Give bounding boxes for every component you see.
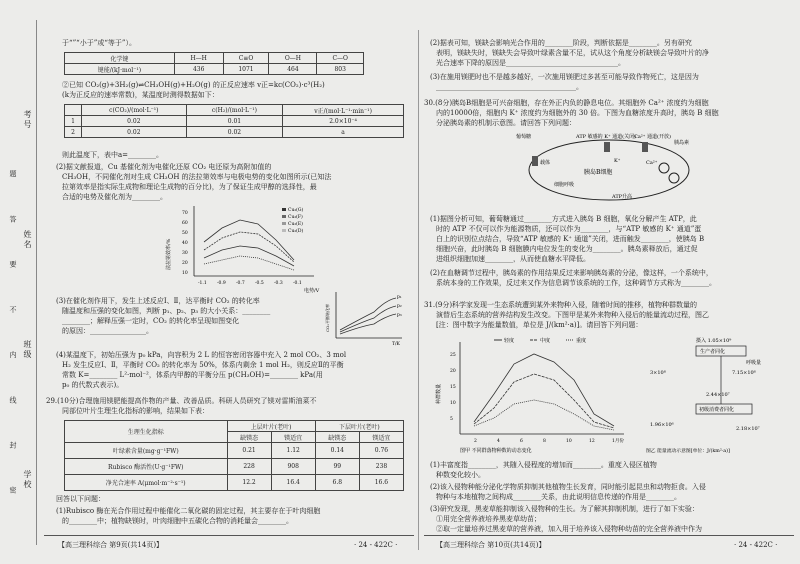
bond-row-label: 键能/(kJ·mol⁻¹) [65,64,175,75]
mg-cell: 0.14 [315,443,359,459]
fig1-ytick: 40 [182,241,188,246]
fig1-xtick: -0.7 [236,281,245,286]
fig1-xtick: -0.1 [293,281,302,286]
q2b-line2: CH₃OH，不同催化剂对生成 CH₃OH 的法拉第效率与电极电势的变化如图所示(已知法 [62,173,332,181]
rate-cell: 0.01 [186,116,282,127]
rate-cell: 0.02 [82,116,187,127]
q2-line1: ②已知 CO₂(g)+3H₂(g)⇌CH₃OH(g)+H₂O(g) 的正反应速率 v正=kc(CO₂)·c³(H₂) [62,81,325,89]
figyi-val4: 1.96×10⁶ [650,422,674,428]
mg-cell: 12.2 [227,475,271,491]
legend-medium: 中度 [540,338,551,344]
figjia-caption: 图甲 不同群落物种数的动态变化 [460,448,532,454]
figjia-ylabel: 种群数量 [436,383,442,404]
energy-flow-diagram [646,334,788,456]
xingming-label: 姓名 [23,230,32,250]
diagram-glut: 载体 [540,160,551,166]
footer-left: 【高三理科综合 第10页(共14页)】 [436,541,546,549]
q29-answer-head: 回答以下问题： [56,495,105,503]
mg-cell: 叶绿素含量(mg·g⁻¹FW) [65,443,228,459]
figjia-ytick: 10 [450,401,456,406]
figjia-xtick: 1月份 [612,439,624,444]
fig1-ytick: 10 [182,271,188,276]
series-medium [474,374,614,428]
mg-cell: Rubisco 酶活性(U·g⁻¹FW) [65,459,228,475]
fig1-ytick: 20 [182,261,188,266]
figjia-xtick: 8 [543,439,546,444]
mg-table [64,420,404,491]
q30-1-line4: 细胞兴奋，此时胰岛 B 细胞膜内电位发生的变化为________。胰岛素释放后，通过促 [436,245,698,253]
p2-q2-line3: 光合速率下降的原因是________________________________。 [436,59,625,67]
fig1-xlabel: 电势/V [304,288,320,294]
rate-cell: 0.02 [82,127,187,138]
figyi-top: 摄入 1.05×10⁹ [696,338,732,344]
bond-header-2: C≡O [223,53,269,64]
insulin-vesicle [659,163,669,173]
footer-right: · 24 - 422C · [734,541,778,549]
figyi-val3: 2.44×10⁷ [706,392,730,398]
mg-cell: 1.12 [271,443,315,459]
rate-header-2: c(H₂)/(mol·L⁻¹) [186,105,282,116]
fig1-ytick: 30 [182,251,188,256]
figyi-box2: 初级消费者同化 [699,407,735,413]
figyi-val5: 2.18×10⁷ [736,426,760,432]
p2-q3-line2: ________________________________________。 [436,83,583,91]
q3-line2: 随温度和压强的变化如图，判断 p₁、p₂、p₃ 的大小关系：________ [62,307,271,315]
mg-cell: 6.8 [315,475,359,491]
page-10 [424,0,796,564]
mg-subhead: 缺镁态 [315,432,359,443]
rate-cell: 2.0×10⁻⁴ [283,116,404,127]
bond-header-3: O—H [269,53,317,64]
q31-3-line2: ①用完全营养液培养黑麦草幼苗； [436,515,541,523]
q31-1-line2: 种数变化较小。 [436,471,485,479]
figyi-box1: 生产者同化 [700,349,726,355]
fig1-ytick: 70 [182,211,188,216]
figjia-ytick: 5 [450,417,453,422]
diagram-ion-k: K⁺ [614,158,621,164]
q3-line1: (3)在催化剂作用下，发生上述反应Ⅰ、Ⅱ，达平衡时 CO₂ 的转化率 [56,297,260,305]
footer-left: 【高三理科综合 第9页(共14页)】 [58,541,164,549]
series-cu-e [204,246,294,266]
q2-answer: 则此温度下，表中a=________。 [62,151,164,159]
q2b-line1: (2)据文献报道，Cu 基催化剂为电催化还原 CO₂ 电还原为高附加值的 [56,163,272,171]
rate-header-1: c(CO₂)/(mol·L⁻¹) [82,105,187,116]
diagram-atp-k: ATP 敏感的 K⁺ 通道(关闭) [576,134,637,140]
q31-line2: 演替后生态系统的营养结构发生改变。下图甲是某外来物种入侵后的能量流动过程，图乙 [436,311,709,319]
fig1-xtick: -0.9 [217,281,226,286]
faraday-efficiency-chart [164,202,344,294]
rate-cell: a [283,127,404,138]
rate-cell: 2 [65,127,82,138]
q4-line4: p₀ 的代数式表示)。 [62,381,124,389]
fig2-xlabel: T/K [392,342,400,347]
rate-header-0 [65,105,82,116]
q31-2-line2: 物种与本地植物之间构成________关系，由此说明信息传递的作用是________。 [436,493,681,501]
bond-value: 464 [269,64,317,75]
xuexiao-label: 学校 [23,470,32,490]
diagram-ca-chan: Ca²⁺ 通道(开放) [634,134,671,140]
mg-cell: 0.21 [227,443,271,459]
diagram-insulin: 胰岛素 [674,140,690,146]
q30-1-line1: (1)据图分析可知，葡萄糖通过________方式进入胰岛 B 细胞，氧化分解产生 ATP，此 [430,215,697,223]
rate-cell: 1 [65,116,82,127]
q30-line1: 30.(8分)胰岛B细胞是可兴奋细胞，存在外正内负的静息电位。其细胞外 Ca²⁺ 浓度约为细胞 [424,99,709,107]
mg-cell: 16.4 [271,475,315,491]
q2b-line4: 合适的电势及催化剂为________。 [62,193,167,201]
q30-1-line2: 时的 ATP 不仅可以作为能源物质，还可以作为________，与“ATP 敏感的 K⁺ 通道”蛋 [436,225,702,233]
mg-cell: 238 [359,459,403,475]
figjia-ytick: 25 [450,353,456,358]
seal-line-warning: 题 答 要 不 内 线 封 密 [9,170,17,512]
legend-cu-g: Cu₂(G) [288,208,304,213]
fig1-xtick: -0.3 [274,281,283,286]
mg-cell: 净光合速率 A(μmol·m⁻²·s⁻¹) [65,475,228,491]
bond-header-0: 化学键 [65,53,175,64]
banji-label: 班级 [23,340,32,360]
species-dynamics-chart [434,334,634,456]
rate-table [64,104,404,138]
rate-header-3: v正/(mol·L⁻¹·min⁻¹) [283,105,404,116]
rate-cell: 0.02 [186,127,282,138]
kaohao-label: 考号 [23,110,32,130]
mg-group1: 上层叶片(老叶) [227,421,315,432]
q30-line2: 内的10000倍，细胞内 K⁺ 浓度约为细胞外的 30 倍。下图为血糖浓度升高时，胰岛 B 细胞 [436,109,719,117]
legend-cu-d: Cu₂(D) [288,229,304,234]
fig2-ylabel: CO₂平衡转化率 [325,304,330,332]
q30-1-line3: 白上的识别位点结合，导致“ATP 敏感的 K⁺ 通道”关闭，进而触发________，使胰岛 B [436,235,705,243]
seal-line [36,20,37,545]
fig2-label-p2: p₂ [397,304,402,309]
p2-q2-line1: (2)据表可知，镁缺会影响光合作用的________阶段，判断依据是________。另有研究 [430,39,692,47]
legend-heavy: 重度 [576,338,587,344]
fig1-xtick: -0.5 [255,281,264,286]
q29-line2: 同部位叶片生理生化指标的影响，结果如下表： [62,407,209,415]
figjia-xtick: 12 [589,439,595,444]
q30-1-line5: 进组织细胞加速________，从而使血糖水平降低。 [436,255,590,263]
legend-cu-e: Cu₂(E) [288,222,303,227]
footer-right: · 24 - 422C · [354,541,398,549]
bond-energy-table [64,52,364,75]
q30-line3: 分泌胰岛素的机制示意图。请回答下列问题： [436,119,576,127]
series-cu-g [204,220,294,260]
q2-line2: (k为正反应的速率常数)，某温度时测得数据如下： [62,91,219,99]
q31-3-line3: ②取一定量培养过黑麦草的营养液，加入用于培养该入侵物种幼苗的完全营养液中作为 [436,525,702,533]
q3-line3: ________；解释压强一定时，CO₂ 的转化率呈现如图变化 [62,317,240,325]
mg-cell: 228 [227,459,271,475]
diagram-oxid: 细胞呼吸 [554,182,575,188]
insulin-vesicle [669,173,679,183]
fig1-ytick: 60 [182,221,188,226]
figyi-val1: 3×10⁸ [650,370,666,376]
mg-subhead: 镁适宜 [359,432,403,443]
legend-light: 轻度 [504,338,515,344]
figjia-xtick: 4 [497,439,500,444]
diagram-ion-ca: Ca²⁺ [646,160,658,166]
q29-1-line1: (1)Rubisco 酶在光合作用过程中能催化二氧化碳的固定过程，其主要存在于叶肉细胞 [56,507,321,515]
p2-q2-line2: 表明，镁缺失时，镁缺失会导致叶绿素含量不足，试从这个角度分析缺镁会导致叶片的净 [436,49,709,57]
page-divider [418,30,419,550]
figjia-xtick: 10 [566,439,572,444]
series-heavy [474,400,614,430]
q4-line3: 常数 K=________ L²·mol⁻²，体系内甲醇的平衡分压 p(CH₃OH)=________ kPa(用 [62,371,323,379]
figyi-caption: 图乙 能量流动示意图[单位：J/(km²·a)] [646,449,730,454]
q31-line3: [注：图中数字为能量数值，单位是 J/(km²·a)]。请回答下列问题： [436,321,643,329]
fig1-ylabel: 法拉第效率/% [166,238,172,270]
co2-conversion-chart [326,288,406,346]
bond-header-4: C—O [317,53,364,64]
q30-2-line1: (2)在血糖调节过程中，胰岛素的作用结果反过来影响胰岛素的分泌，像这样，一个系统中， [430,269,713,277]
q-intro: 于“”“小于”或“等于”）。 [62,39,136,47]
diagram-title: 胰岛B细胞 [584,169,613,176]
fig1-xtick: -1.1 [198,281,207,286]
mg-subhead: 镁适宜 [271,432,315,443]
footer-rule [424,535,794,536]
diagram-atp: ATP升高 [612,194,633,200]
series-light [474,354,614,426]
q31-1-line1: (1)丰富度指________，其随入侵程度的增加而________。重度入侵区植物 [430,461,657,469]
q29-1-line2: 的________中；植物缺镁时，叶肉细胞中五碳化合物的消耗量会________。 [62,517,293,525]
q29-line1: 29.(10分)合理施用镁肥能提高作物的产量、改善品质。科研人员研究了镁对雷斯油菜不 [46,397,317,405]
bond-value: 803 [317,64,364,75]
figyi-resp: 呼吸量 [746,360,762,366]
binding-margin [0,0,38,564]
q3-line4: 的原因：________________。 [62,327,153,335]
beta-cell-diagram [514,130,704,208]
legend-cu-f: Cu₂(F) [288,215,303,220]
bond-value: 1071 [223,64,269,75]
mg-cell: 99 [315,459,359,475]
mg-subhead: 缺镁态 [227,432,271,443]
bond-header-1: H—H [174,53,223,64]
figyi-val2: 7.15×10⁸ [732,370,756,376]
figjia-xtick: 2 [474,439,477,444]
atp-k-channel [604,142,610,152]
bond-value: 436 [174,64,223,75]
q31-line1: 31.(9分)科学家发现一生态系统遭到某外来物种入侵，随着时间的推移，植物种群数量的 [424,301,698,309]
diagram-glucose: 葡萄糖 [516,134,532,140]
q4-line2: H₂ 发生反应Ⅰ、Ⅱ，平衡时 CO₂ 的转化率为 50%，体系内剩余 1 mol H₂，则反应Ⅱ的平衡 [62,361,344,369]
glut-transporter [532,156,538,166]
q31-3-line1: (3)研究发现，黑麦草能抑制该入侵物种的生长。为了解其抑制机制，进行了如下实验： [430,505,699,513]
q2b-line3: 拉第效率是指实际生成物和理论生成物的百分比)，为了保证生成甲醇的选择性，最 [62,183,317,191]
mg-cell: 908 [271,459,315,475]
figjia-ytick: 15 [450,385,456,390]
fig2-label-p1: p₁ [397,295,402,300]
fig1-ytick: 50 [182,231,188,236]
footer-rule [44,535,414,536]
q4-line1: (4)某温度下，初始压强为 p₀ kPa，向容积为 2 L 的恒容密闭容器中充入 2 mol CO₂、3 mol [56,351,347,359]
ca-channel [642,142,648,152]
mg-header-left: 生理生化指标 [65,421,228,443]
q31-2-line1: (2)该入侵物种能分泌化学物质抑制其他植物生长发育，同时能引起昆虫和动物拒食。入侵 [430,483,706,491]
fig2-label-p3: p₃ [397,313,402,318]
mg-cell: 0.76 [359,443,403,459]
page-9 [44,0,414,564]
figjia-xtick: 6 [520,439,523,444]
q30-2-line2: 系统本身的工作效果，反过来又作为信息调节该系统的工作，这种调节方式称为________。 [436,279,716,287]
mg-cell: 16.6 [359,475,403,491]
figjia-ytick: 20 [450,369,456,374]
p2-q3-line1: (3)在施用镁肥时也不是越多越好，一次施用镁肥过多甚至可能导致作物死亡，这是因为 [430,73,699,81]
mg-group2: 下层叶片(老叶) [315,421,403,432]
